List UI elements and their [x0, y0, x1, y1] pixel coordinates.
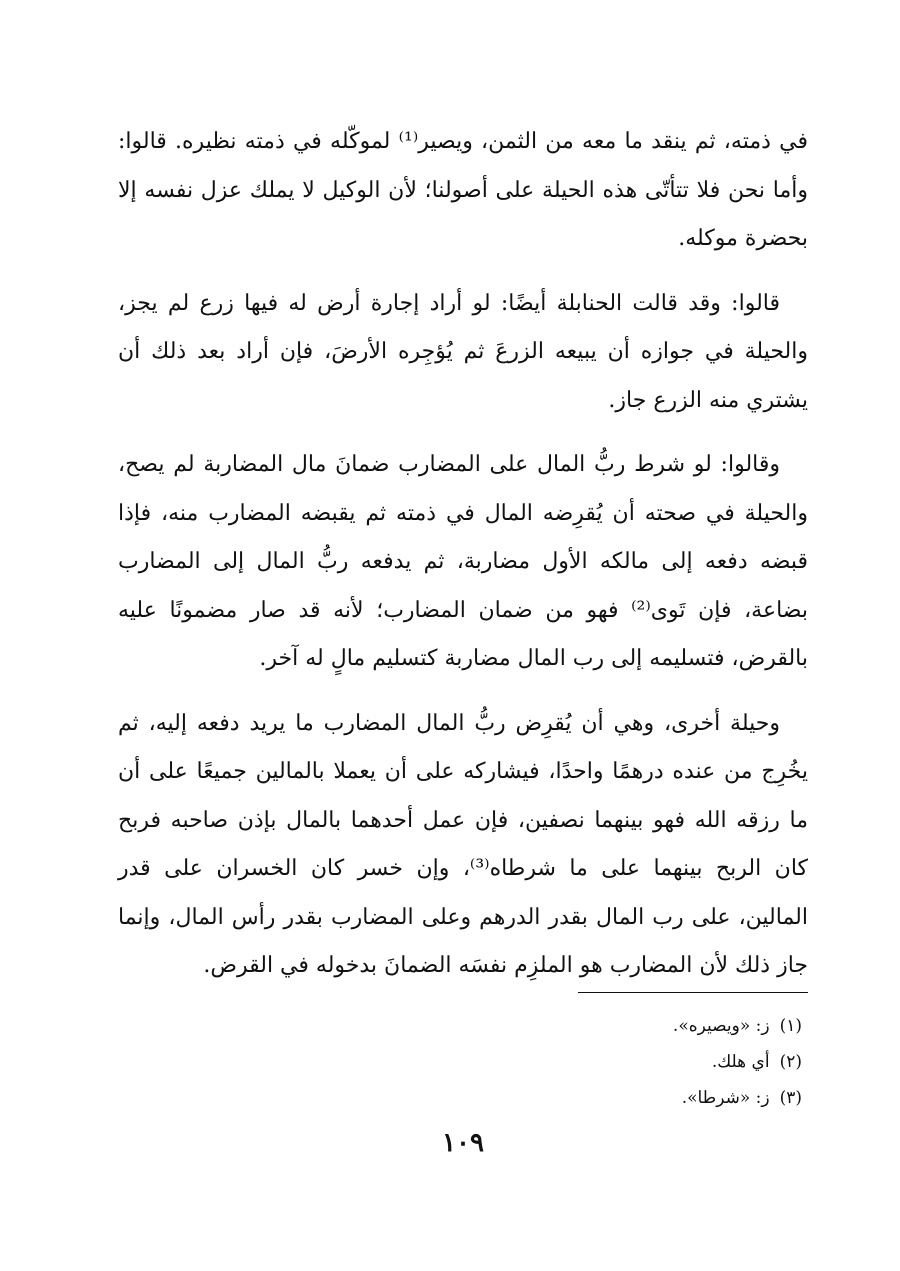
- footnote-1: [122, 1008, 802, 1044]
- footnote-number: (١): [779, 1016, 802, 1036]
- footnotes: [122, 1008, 802, 1116]
- paragraph-2: قالوا: وقد قالت الحنابلة أيضًا: لو أراد إجارة أرض له فيها زرع لم يجز، والحيلة في جوازه أن يبيعه الزرعَ ثم يُؤجِره الأرضَ، فإن أراد بعد ذلك أن يشتري منه الزرع جاز.: [118, 290, 808, 413]
- paragraph-3: وقالوا: لو شرط ربُّ المال على المضارب ضمانَ مال المضاربة لم يصح، والحيلة في صحته أن يُقرِضه المال في ذمته ثم يقبضه المضارب منه، فإذا قبضه دفعه إلى مالكه الأول مضاربة، ثم يدفعه ربُّ المال إلى المضارب بضاعة، فإن تَوى⁽²⁾ فهو من ضمان المضارب؛ لأنه قد صار مضمونًا عليه بالقرض، فتسليمه إلى رب المال مضاربة كتسليم مالٍ له آخر.: [118, 452, 808, 671]
- footnote-text: ز: «شرطا».: [681, 1088, 770, 1108]
- footnote-divider: [578, 992, 808, 993]
- footnote-2: [122, 1044, 802, 1080]
- footnote-text: أي هلك.: [711, 1052, 770, 1072]
- paragraph-4: وحيلة أخرى، وهي أن يُقرِض ربُّ المال المضارب ما يريد دفعه إليه، ثم يخُرِج من عنده درهمًا واحدًا، فيشاركه على أن يعملا بالمالين جميعًا على أن ما رزقه الله فهو بينهما نصفين، فإن عمل أحدهما بالمال بإذن صاحبه فربح كان الربح بينهما على ما شرطاه⁽³⁾، وإن خسر كان الخسران على قدر المالين، على رب المال بقدر الدرهم وعلى المضارب بقدر رأس المال، وإنما جاز ذلك لأن المضارب هو الملزِم نفسَه الضمانَ بدخوله في القرض.: [118, 710, 808, 978]
- book-page: [118, 118, 808, 1238]
- page-number: ١٠٩: [442, 1128, 484, 1158]
- footnote-text: ز: «ويصيره».: [672, 1016, 770, 1036]
- footnote-number: (٣): [779, 1088, 802, 1108]
- paragraph-1: في ذمته، ثم ينقد ما معه من الثمن، ويصير⁽¹⁾ لموكّله في ذمته نظيره. قالوا: وأما نحن فلا تتأتّى هذه الحيلة على أصولنا؛ لأن الوكيل لا يملك عزل نفسه إلا بحضرة موكله.: [118, 129, 808, 251]
- footnote-3: [122, 1080, 802, 1116]
- footnote-number: (٢): [779, 1052, 802, 1072]
- main-text: [118, 118, 808, 1007]
